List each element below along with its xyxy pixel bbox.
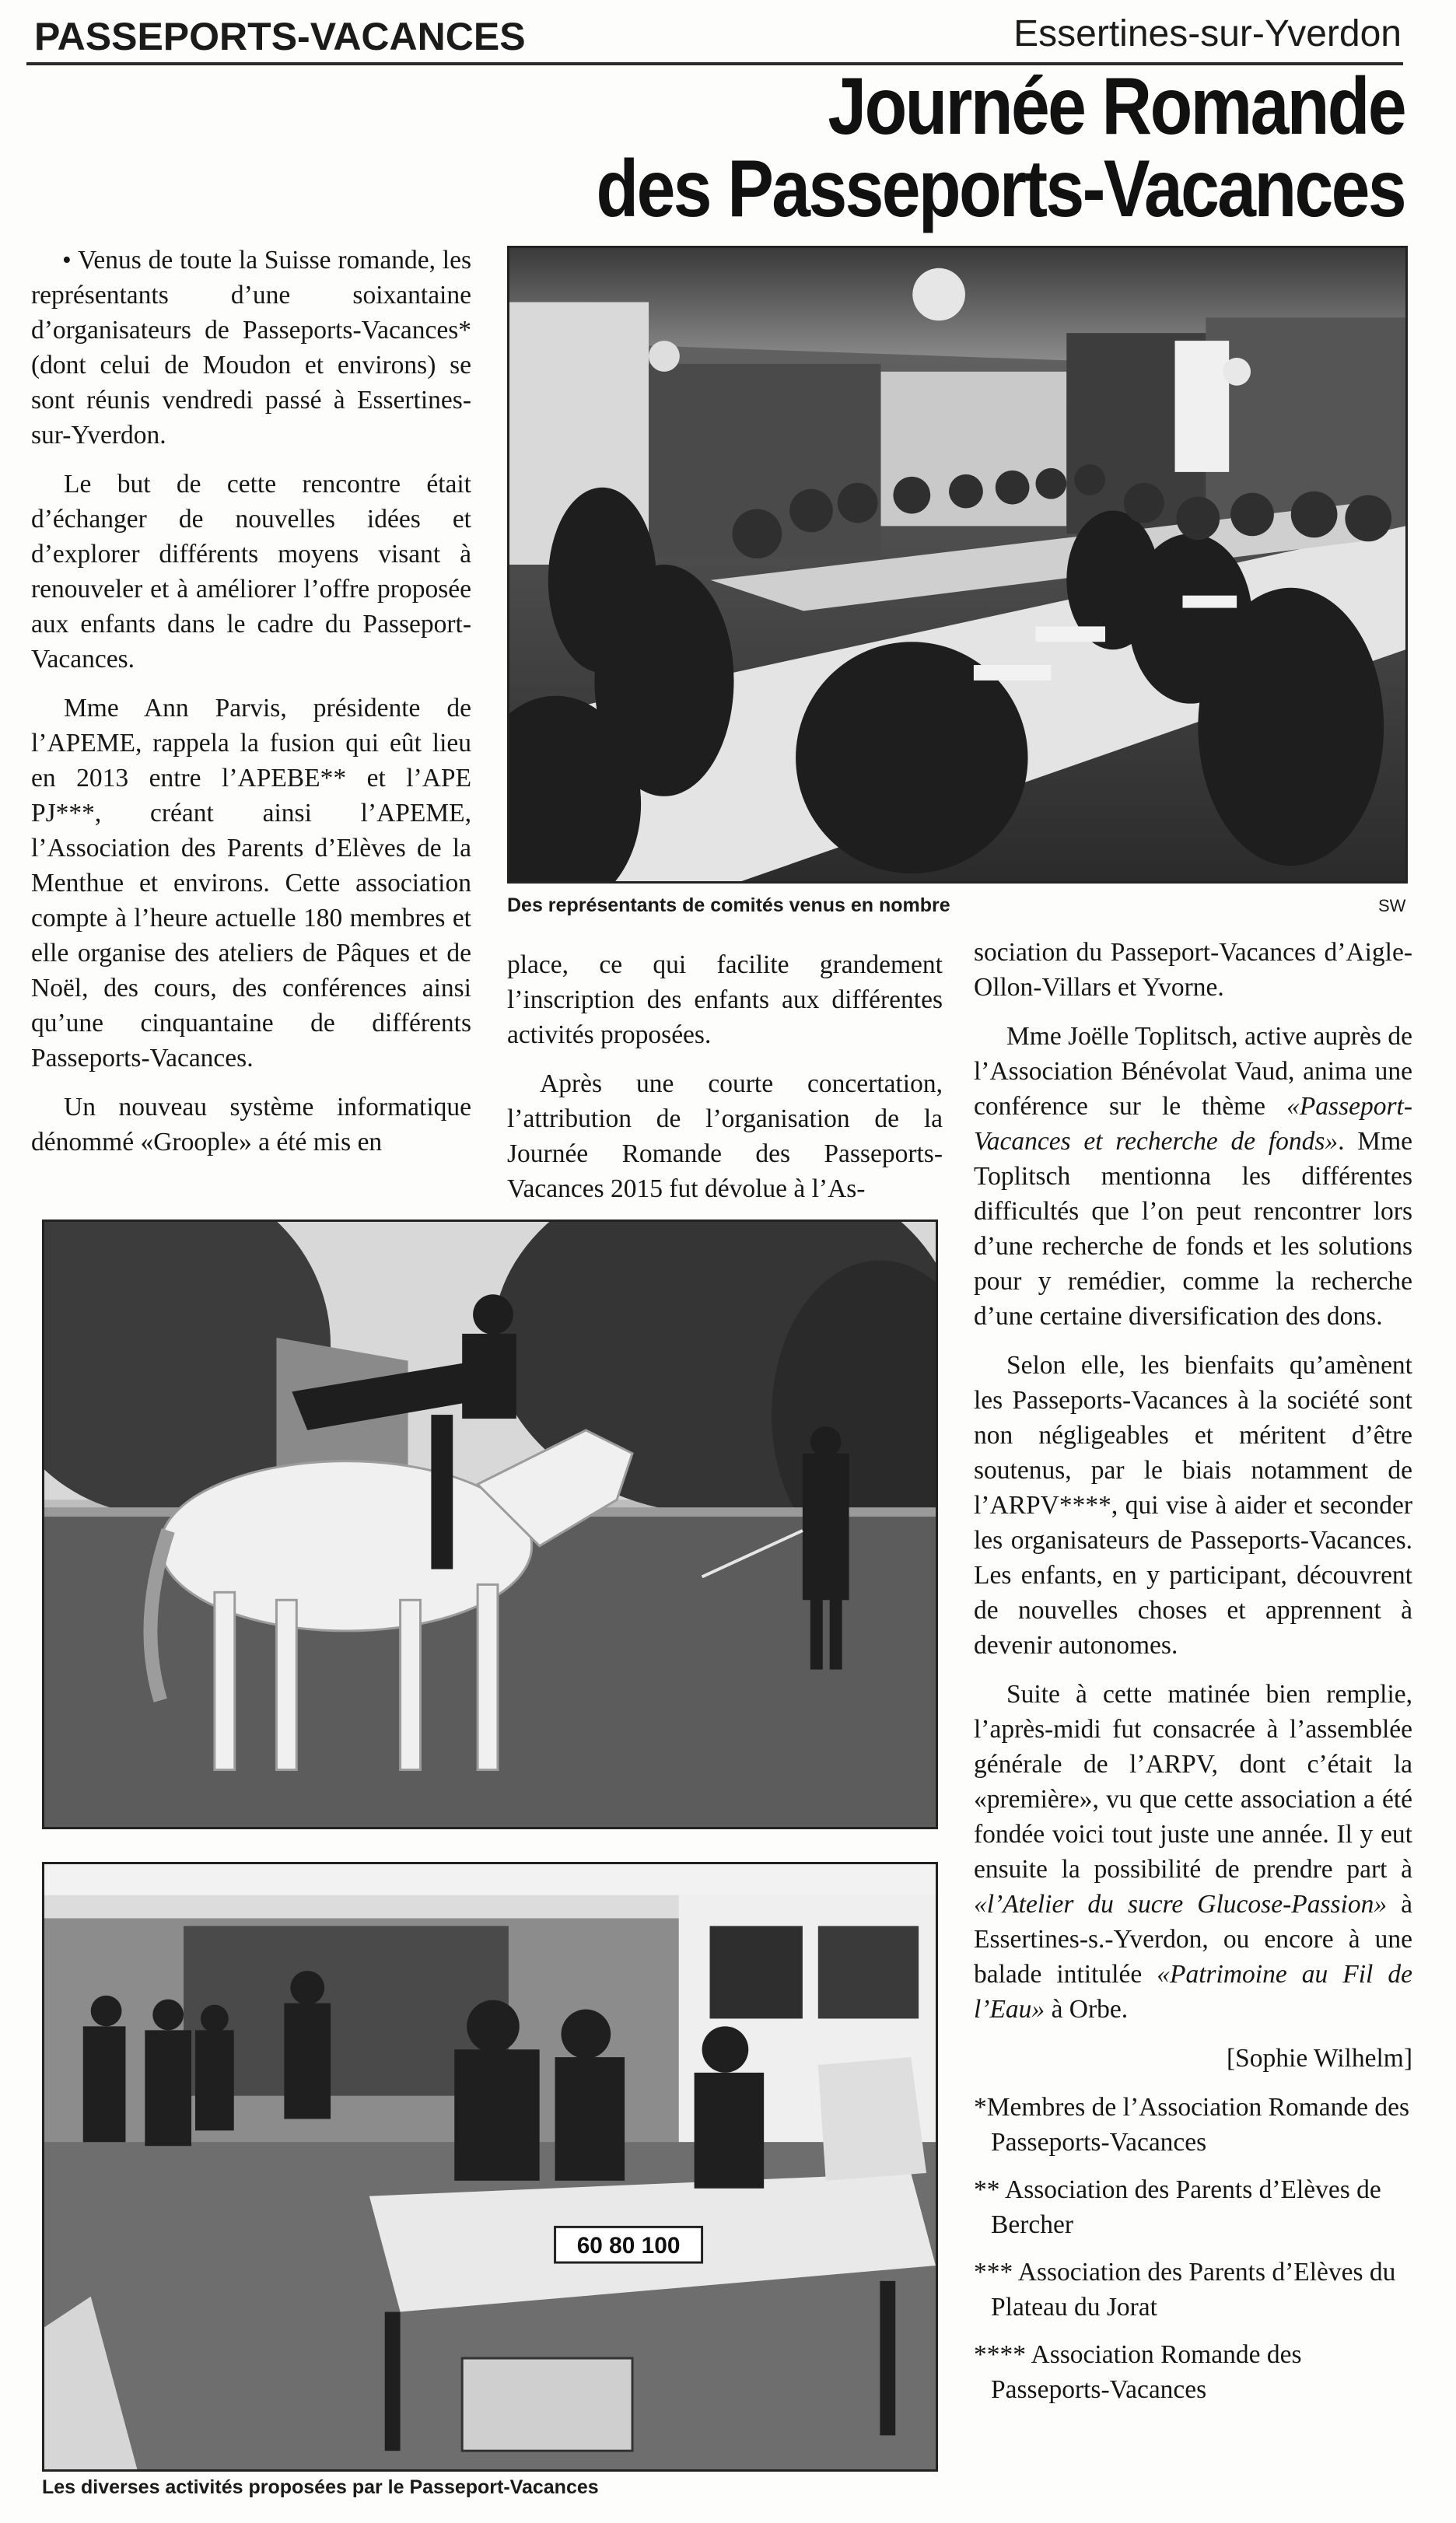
conference-title: «Passeport-Vacances et recherche de fonds» [974,1092,1412,1156]
headline-line-2: des Passeports-Vacances [596,144,1405,234]
paragraph: Après une courte concertation, l’attribution de l’organisation de la Journée Romande des Passeports-Vacances 2015 fut dévolue à l’As- [507,1069,943,1203]
paragraph: Mme Ann Parvis, présidente de l’APEME, rappela la fusion qui eût lieu en 2013 entre l’APEBE** et l’APE PJ***, créant ainsi l’APEME, l’Association des Parents d’Elèves de la Menthue et environs. Cette association compte à l’heure actuelle 180 membres et elle organise des ateliers de Pâques et de Noël, des cours, des conférences ainsi qu’une cinquantaine de différents Passeports-Vacances. [31,694,471,1073]
text-run: . Mme Toplitsch mentionna les différentes difficultés que l’on peut rencontrer lors d’une recherche de fonds et les solutions pour y remédier, comme la recherche d’une certaine diversification des dons. [974,1127,1412,1331]
craft-photo-image [44,1864,936,2469]
text-run: Suite à cette matinée bien remplie, l’après-midi fut consacrée à l’assemblée générale de l’ARPV, dont c’était la «première», vu que cette association a été fondée voici tout juste une année. Il y eut ensuite la possibilité de prendre part à [974,1680,1412,1884]
dateline-location: Essertines-sur-Yverdon [1013,13,1402,54]
photo-caption: Les diverses activités proposées par le Passeport-Vacances [42,2476,599,2498]
headline-line-1: Journée Romande [828,61,1405,152]
photo-caption: Des représentants de comités venus en nombre [507,894,950,916]
workshop-title: «l’Atelier du sucre Glucose-Passion» [974,1890,1388,1919]
author-signature: [Sophie Wilhelm] [1226,2044,1412,2073]
footnote: **** Association Romande des Passeports-Vacances [974,2340,1302,2404]
article-column-2 [507,947,943,1220]
article-column-1 [31,243,471,1174]
section-rubric: PASSEPORTS-VACANCES [34,15,526,58]
price-sign: 60 80 100 [576,2233,681,2259]
paragraph: Un nouveau système informatique dénommé «Groople» a été mis en [31,1093,471,1157]
paragraph: Le but de cette rencontre était d’échanger de nouvelles idées et d’explorer différents moyens visant à renouveler et à améliorer l’offre proposée aux enfants dans le cadre du Passeport-Vacances. [31,470,471,674]
photo-craft-activities [42,1862,938,2472]
paragraph [974,1677,1412,2027]
walk-title: «Patrimoine au Fil de l’Eau» [974,1960,1412,2024]
footnote: *Membres de l’Association Romande des Passeports-Vacances [974,2093,1410,2157]
paragraph: • Venus de toute la Suisse romande, les représentants d’une soixantaine d’organisateurs de Passeports-Vacances* (dont celui de Moudon et environs) se sont réunis vendredi passé à Essertines-sur-Yverdon. [31,246,471,450]
article-column-3 [974,935,1412,2420]
text-run: Mme Joëlle Toplitsch, active auprès de l’Association Bénévolat Vaud, anima une conférence sur le thème [974,1022,1412,1121]
text-run: à Essertines-s.-Yverdon, ou encore à une balade intitulée [974,1890,1413,1989]
paragraph: place, ce qui facilite grandement l’inscription des enfants aux différentes activités proposées. [507,950,943,1049]
text-run: à Orbe. [1045,1995,1129,2024]
photo-horse-vaulting [42,1220,938,1829]
footnote: *** Association des Parents d’Elèves du Plateau du Jorat [974,2258,1396,2322]
paragraph: sociation du Passeport-Vacances d’Aigle-Ollon-Villars et Yvorne. [974,938,1412,1002]
paragraph [974,1019,1412,1334]
horse-photo-image [44,1222,936,1827]
article-headline [401,61,1405,234]
footnotes [974,2090,1412,2407]
footnote: ** Association des Parents d’Elèves de Bercher [974,2175,1381,2239]
photo-meeting-room [507,246,1408,884]
meeting-photo-image [509,248,1405,881]
photo-credit: SW [1378,896,1406,915]
paragraph: Selon elle, les bienfaits qu’amènent les Passeports-Vacances à la société sont non négligeables et méritent d’être soutenus, par le biais notamment de l’ARPV****, qui vise à aider et seconder les organisateurs de Passeports-Vacances. Les enfants, en y participant, découvrent de nouvelles choses et apprennent à devenir autonomes. [974,1351,1412,1660]
